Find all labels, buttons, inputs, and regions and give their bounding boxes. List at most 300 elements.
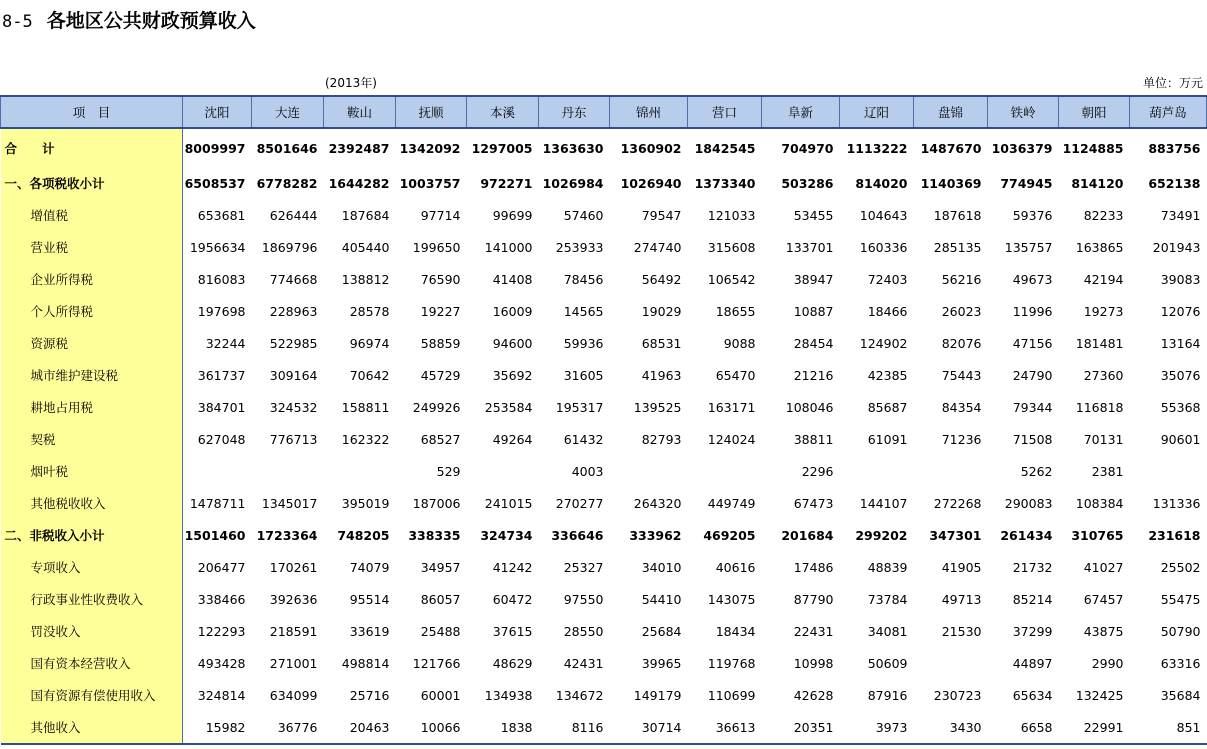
header-city: 辽阳 [840,96,914,128]
table-cell: 48629 [492,655,533,671]
table-cell: 17486 [793,559,834,575]
table-cell: 59376 [1012,207,1053,223]
table-cell [467,455,539,487]
table-cell: 21530 [941,623,982,639]
table-cell: 22991 [1059,711,1130,744]
table-row [1,711,1207,744]
table-cell: 333962 [629,527,682,543]
table-cell: 309164 [269,367,318,383]
table-row [1,359,1207,391]
table-cell: 1956634 [189,239,246,255]
table-cell: 6778282 [256,175,318,191]
table-cell: 181481 [1075,335,1124,351]
table-row [1,647,1207,679]
table-cell: 56216 [941,271,982,287]
header-row [1,96,1207,128]
table-cell: 315608 [707,239,756,255]
table-cell: 1842545 [694,140,756,156]
table-cell: 162322 [341,431,390,447]
table-cell: 34010 [641,559,682,575]
table-cell: 86057 [420,591,461,607]
table-cell: 35692 [492,367,533,383]
table-cell [840,455,914,487]
table-cell: 336646 [551,527,604,543]
table-cell: 22431 [793,623,834,639]
table-cell: 19227 [420,303,461,319]
table-cell: 6658 [988,711,1059,744]
table-cell: 39965 [641,655,682,671]
table-cell: 67473 [793,495,834,511]
table-cell: 60001 [420,687,461,703]
table-cell: 82793 [641,431,682,447]
table-cell: 41905 [941,559,982,575]
table-cell: 347301 [929,527,982,543]
table-cell: 384701 [197,399,246,415]
table-cell: 96974 [349,335,390,351]
table-cell: 50609 [867,655,908,671]
table-cell: 1026984 [542,175,604,191]
table-cell: 264320 [633,495,682,511]
table-cell: 1363630 [542,140,604,156]
table-cell: 139525 [633,399,682,415]
table-cell: 231618 [1148,527,1201,543]
table-cell: 338335 [408,527,461,543]
table-cell: 206477 [197,559,246,575]
table-cell: 73491 [1160,207,1201,223]
table-cell: 79547 [641,207,682,223]
table-cell: 3430 [914,711,988,744]
table-cell: 704970 [781,140,834,156]
header-city: 大连 [252,96,324,128]
table-cell: 972271 [480,175,533,191]
table-cell: 2296 [801,463,834,479]
table-row [1,679,1207,711]
row-label: 企业所得税 [1,263,183,295]
table-cell: 25502 [1160,559,1201,575]
table-cell: 529 [436,463,461,479]
table-cell: 449749 [707,495,756,511]
table-cell: 55475 [1160,591,1201,607]
table-row [1,128,1207,167]
table-row [1,231,1207,263]
table-cell: 19029 [641,303,682,319]
table-cell: 87916 [867,687,908,703]
table-cell: 49673 [1012,271,1053,287]
table-cell: 195317 [555,399,604,415]
table-cell: 31605 [563,367,604,383]
table-cell: 285135 [933,239,982,255]
table-cell: 1478711 [189,495,246,511]
table-cell: 97714 [420,207,461,223]
row-label: 一、各项税收小计 [1,167,183,199]
table-row [1,455,1207,487]
row-label: 城市维护建设税 [1,359,183,391]
table-cell: 108046 [785,399,834,415]
table-cell: 10998 [793,655,834,671]
table-cell: 774668 [269,271,318,287]
table-cell: 21216 [793,367,834,383]
table-cell: 241015 [484,495,533,511]
table-cell: 74079 [349,559,390,575]
row-label: 二、非税收入小计 [1,519,183,551]
table-title: 各地区公共财政预算收入 [46,10,256,32]
table-cell: 170261 [269,559,318,575]
table-cell: 42385 [867,367,908,383]
table-cell: 1124885 [1062,140,1124,156]
table-row [1,583,1207,615]
table-cell: 1501460 [184,527,246,543]
table-cell: 134672 [555,687,604,703]
table-cell: 25488 [420,623,461,639]
table-cell: 634099 [269,687,318,703]
table-cell: 106542 [707,271,756,287]
table-cell: 42431 [563,655,604,671]
table-cell: 144107 [859,495,908,511]
table-cell: 883756 [1148,140,1201,156]
table-cell: 94600 [492,335,533,351]
table-cell: 28578 [349,303,390,319]
header-city: 鞍山 [324,96,396,128]
table-row [1,519,1207,551]
table-body [1,128,1207,744]
row-label: 专项收入 [1,551,183,583]
table-cell: 34957 [420,559,461,575]
revenue-table [0,95,1207,745]
table-cell [183,455,252,487]
table-cell: 1644282 [328,175,390,191]
table-cell: 163171 [707,399,756,415]
table-cell: 3973 [840,711,914,744]
header-city: 营口 [688,96,762,128]
table-cell: 70642 [349,367,390,383]
header-city: 抚顺 [396,96,467,128]
table-cell: 626444 [269,207,318,223]
table-cell: 748205 [337,527,390,543]
table-cell: 395019 [341,495,390,511]
table-cell: 75443 [941,367,982,383]
table-cell: 82076 [941,335,982,351]
row-label: 烟叶税 [1,455,183,487]
table-cell: 143075 [707,591,756,607]
table-cell: 627048 [197,431,246,447]
table-cell: 270277 [555,495,604,511]
table-cell [914,455,988,487]
table-cell: 121033 [707,207,756,223]
table-cell: 36776 [252,711,324,744]
table-cell: 272268 [933,495,982,511]
table-cell: 228963 [269,303,318,319]
table-cell: 851 [1130,711,1207,744]
table-cell: 201684 [781,527,834,543]
table-cell: 1036379 [991,140,1053,156]
table-cell: 2392487 [328,140,390,156]
table-cell: 776713 [269,431,318,447]
table-cell: 34081 [867,623,908,639]
table-cell: 19273 [1083,303,1124,319]
table-cell: 187006 [412,495,461,511]
table-cell: 774945 [1000,175,1053,191]
row-label: 资源税 [1,327,183,359]
table-cell: 310765 [1071,527,1124,543]
table-cell: 76590 [420,271,461,287]
table-cell: 18466 [867,303,908,319]
table-cell: 58859 [420,335,461,351]
table-cell: 13164 [1160,335,1201,351]
table-cell: 57460 [563,207,604,223]
table-cell: 14565 [563,303,604,319]
table-cell: 25716 [349,687,390,703]
table-row [1,487,1207,519]
header-city: 本溪 [467,96,539,128]
row-label: 其他税收收入 [1,487,183,519]
table-cell: 132425 [1075,687,1124,703]
row-label: 其他收入 [1,711,183,744]
table-cell: 522985 [269,335,318,351]
table-cell: 110699 [707,687,756,703]
table-cell: 816083 [197,271,246,287]
table-cell: 87790 [793,591,834,607]
table-cell: 49264 [492,431,533,447]
table-cell: 65634 [1012,687,1053,703]
header-city: 锦州 [610,96,688,128]
row-label: 罚没收入 [1,615,183,647]
table-cell: 36613 [688,711,762,744]
header-city: 阜新 [762,96,840,128]
table-cell: 40616 [715,559,756,575]
table-cell: 8501646 [256,140,318,156]
table-cell [324,455,396,487]
table-cell: 95514 [349,591,390,607]
table-cell: 55368 [1160,399,1201,415]
table-cell: 361737 [197,367,246,383]
table-cell: 271001 [269,655,318,671]
table-cell: 1342092 [399,140,461,156]
table-cell: 249926 [412,399,461,415]
table-cell: 85687 [867,399,908,415]
table-cell: 18434 [715,623,756,639]
table-cell: 392636 [269,591,318,607]
table-cell: 1140369 [920,175,982,191]
year-note: (2013年) [325,76,377,90]
table-cell: 4003 [571,463,604,479]
table-row [1,295,1207,327]
table-cell: 24790 [1012,367,1053,383]
table-cell [914,647,988,679]
header-city: 朝阳 [1059,96,1130,128]
table-cell: 1297005 [471,140,533,156]
table-cell: 2381 [1091,463,1124,479]
table-cell: 25327 [563,559,604,575]
table-cell: 45729 [420,367,461,383]
table-row [1,423,1207,455]
table-cell: 68527 [420,431,461,447]
table-cell: 82233 [1083,207,1124,223]
table-cell: 141000 [484,239,533,255]
table-cell: 33619 [349,623,390,639]
table-cell [252,455,324,487]
table-cell: 324532 [269,399,318,415]
table-cell: 274740 [633,239,682,255]
table-cell: 1487670 [920,140,982,156]
header-item: 项 目 [1,96,183,128]
table-cell: 187618 [933,207,982,223]
table-cell: 30714 [610,711,688,744]
table-cell: 133701 [785,239,834,255]
table-row [1,167,1207,199]
table-cell: 38811 [793,431,834,447]
table-cell: 60472 [492,591,533,607]
table-cell: 160336 [859,239,908,255]
table-cell: 71508 [1012,431,1053,447]
table-cell: 199650 [412,239,461,255]
table-cell: 20351 [762,711,840,744]
table-cell: 35076 [1160,367,1201,383]
table-cell: 37299 [1012,623,1053,639]
table-cell: 503286 [781,175,834,191]
table-cell: 63316 [1160,655,1201,671]
table-cell: 61091 [867,431,908,447]
table-cell [610,455,688,487]
table-cell: 1003757 [399,175,461,191]
table-cell: 135757 [1004,239,1053,255]
table-cell: 299202 [855,527,908,543]
table-row [1,263,1207,295]
row-label: 国有资本经营收入 [1,647,183,679]
table-cell: 653681 [197,207,246,223]
table-cell: 25684 [641,623,682,639]
table-cell: 493428 [197,655,246,671]
table-cell: 49713 [941,591,982,607]
table-cell: 42194 [1083,271,1124,287]
table-cell: 47156 [1012,335,1053,351]
table-cell: 187684 [341,207,390,223]
table-row [1,615,1207,647]
table-cell: 338466 [197,591,246,607]
table-cell: 84354 [941,399,982,415]
table-cell: 1373340 [694,175,756,191]
table-cell: 78456 [563,271,604,287]
table-cell: 41963 [641,367,682,383]
table-cell: 32244 [205,335,246,351]
table-cell: 8116 [539,711,610,744]
table-cell: 324814 [197,687,246,703]
table-row [1,199,1207,231]
table-cell: 9088 [723,335,756,351]
table-cell: 42628 [793,687,834,703]
table-cell: 39083 [1160,271,1201,287]
table-cell: 8009997 [184,140,246,156]
table-cell: 41408 [492,271,533,287]
table-cell: 261434 [1000,527,1053,543]
table-cell: 405440 [341,239,390,255]
table-cell: 201943 [1152,239,1201,255]
header-city: 丹东 [539,96,610,128]
table-cell: 1838 [467,711,539,744]
table-cell: 324734 [480,527,533,543]
table-cell: 61432 [563,431,604,447]
table-number: 8-5 [2,12,33,32]
table-cell: 1345017 [261,495,318,511]
table-cell: 20463 [324,711,396,744]
table-cell: 1026940 [620,175,682,191]
table-cell [688,455,762,487]
table-cell: 67457 [1083,591,1124,607]
table-cell: 56492 [641,271,682,287]
table-cell: 158811 [341,399,390,415]
table-cell: 12076 [1160,303,1201,319]
table-cell: 108384 [1075,495,1124,511]
table-cell: 44897 [1012,655,1053,671]
table-cell: 814120 [1071,175,1124,191]
table-cell: 21732 [1012,559,1053,575]
table-cell: 43875 [1083,623,1124,639]
table-cell: 71236 [941,431,982,447]
table-cell: 99699 [492,207,533,223]
table-cell: 138812 [341,271,390,287]
table-cell: 230723 [933,687,982,703]
table-cell: 50790 [1160,623,1201,639]
table-row [1,551,1207,583]
table-cell: 218591 [269,623,318,639]
table-row [1,327,1207,359]
header-city: 盘锦 [914,96,988,128]
table-cell: 54410 [641,591,682,607]
table-cell: 119768 [707,655,756,671]
table-cell: 814020 [855,175,908,191]
table-cell: 26023 [941,303,982,319]
table-cell: 498814 [341,655,390,671]
table-cell: 18655 [715,303,756,319]
table-cell: 48839 [867,559,908,575]
header-city: 沈阳 [183,96,252,128]
table-cell: 28550 [563,623,604,639]
table-cell: 10066 [396,711,467,744]
table-cell: 59936 [563,335,604,351]
table-cell: 5262 [1020,463,1053,479]
row-label: 营业税 [1,231,183,263]
table-cell: 290083 [1004,495,1053,511]
table-cell: 38947 [793,271,834,287]
table-cell: 37615 [492,623,533,639]
row-label: 个人所得税 [1,295,183,327]
table-cell: 253584 [484,399,533,415]
table-cell: 163865 [1075,239,1124,255]
table-cell: 68531 [641,335,682,351]
table-cell: 41027 [1083,559,1124,575]
table-cell: 27360 [1083,367,1124,383]
table-cell: 149179 [633,687,682,703]
table-cell: 124024 [707,431,756,447]
table-cell: 2990 [1091,655,1124,671]
table-cell: 1360902 [620,140,682,156]
table-cell: 97550 [563,591,604,607]
table-cell: 124902 [859,335,908,351]
table-cell: 85214 [1012,591,1053,607]
row-label: 耕地占用税 [1,391,183,423]
table-cell: 197698 [197,303,246,319]
row-label: 合 计 [1,128,183,167]
table-cell: 469205 [703,527,756,543]
table-cell: 35684 [1160,687,1201,703]
table-cell: 6508537 [184,175,246,191]
unit-note: 单位：万元 [1142,76,1203,90]
header-city: 葫芦岛 [1130,96,1207,128]
table-cell: 652138 [1148,175,1201,191]
table-cell: 15982 [183,711,252,744]
table-cell: 70131 [1083,431,1124,447]
table-cell [1130,455,1207,487]
table-cell: 28454 [793,335,834,351]
